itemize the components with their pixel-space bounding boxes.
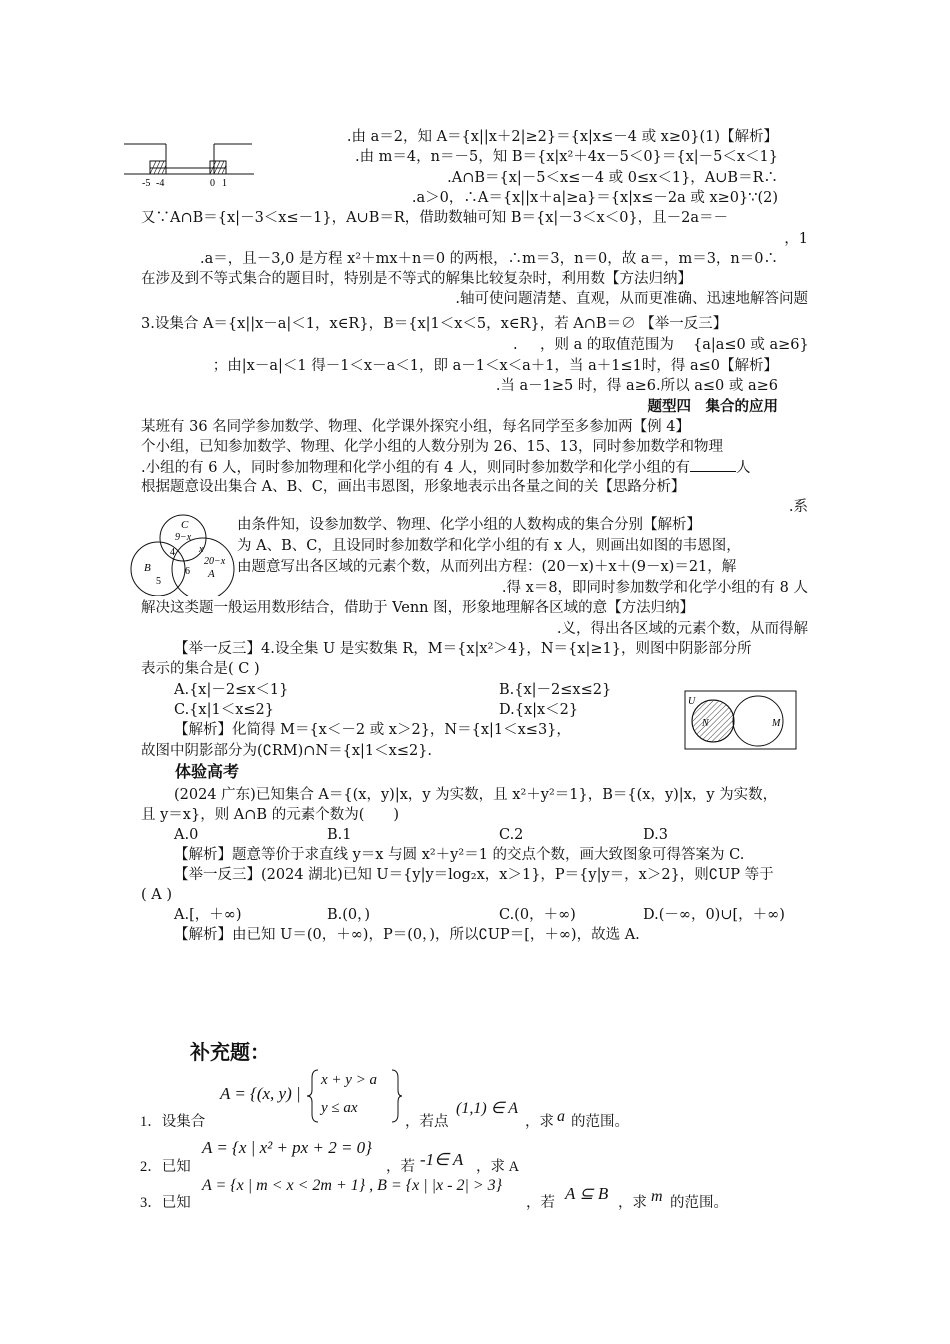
tick-label: -4 <box>156 178 165 189</box>
s4-line2: 表示的集合是( C ) <box>141 661 260 677</box>
s1-line1: .由 a＝2，知 A＝{x||x＋2|≥2}＝{x|x≤－4 或 x≥0}(1)【解析】 <box>346 129 778 145</box>
s3-line2: 个小组，已知参加数学、物理、化学小组的人数分别为 26、15、13，同时参加数学和物理 <box>141 439 723 455</box>
s1-line8: .轴可使问题清楚、直观，从而更准确、迅速地解答问题 <box>455 291 808 307</box>
venn-value-ab: 6 <box>185 566 190 577</box>
s2-line1: 3.设集合 A＝{x||x－a|＜1，x∈R}，B＝{x|1＜x＜5，x∈R}，若 A∩B＝∅ 【举一反三】 <box>141 316 728 332</box>
s2-line3: ；由|x－a|＜1 得－1＜x－a＜1，即 a－1＜x＜a＋1，当 a＋1≤1时，得 a≤0【解析】 <box>212 358 778 374</box>
s2-line2: ，则 a 的取值范围为 <box>540 337 674 353</box>
option-d: D.{x|x＜2} <box>499 702 579 718</box>
section-title: 题型四 集合的应用 <box>647 398 778 415</box>
option-d: D.3 <box>643 827 668 843</box>
tick-label: 0 <box>210 178 215 189</box>
s3-line4: 根据题意设出集合 A、B、C，画出韦恩图，形象地表示出各量之间的关【思路分析】 <box>141 479 686 495</box>
s1-line5: 又∵A∩B＝{x|－3＜x≤－1}，A∪B＝R，借助数轴可知 B＝{x|－3＜x＜0}，且－2a＝－ <box>141 210 729 226</box>
venn-label-b: B <box>144 562 151 574</box>
s3-line8: 由题意写出各区域的元素个数，从而列出方程：(20－x)＋x＋(9－x)＝21，解 <box>237 559 737 575</box>
p1-tail: 的范围。 <box>571 1114 629 1130</box>
s1-line7: 在涉及到不等式集合的题目时，特别是不等式的解集比较复杂时，利用数【方法归纳】 <box>141 271 692 287</box>
option-a: A.0 <box>174 827 199 843</box>
p1-cond2: y ≤ ax <box>321 1100 358 1116</box>
venn-value-a: 20−x <box>204 556 226 567</box>
p1-var-a: a <box>557 1108 565 1125</box>
p3-var-m: m <box>651 1188 663 1205</box>
p3-set: A = {x | m < x < 2m + 1} , B = {x | |x - 2| > 3} <box>202 1177 503 1194</box>
venn-label-u: U <box>688 696 696 707</box>
s5-answer2: 【解析】由已知 U＝(0，＋∞)，P＝(0，)，所以∁UP＝[，＋∞)，故选 A. <box>174 927 640 943</box>
venn-label-n: N <box>702 718 709 729</box>
venn-label-c: C <box>181 519 189 531</box>
s3-line10: 解决这类题一般运用数形结合，借助于 Venn 图，形象地理解各区域的意【方法归纳】 <box>141 600 695 616</box>
venn-label-a: A <box>208 568 215 580</box>
option-a: A.[，＋∞) <box>174 907 242 923</box>
venn-value-ac: x <box>199 544 204 555</box>
p3-mid: ，若 <box>526 1195 555 1211</box>
s1-line2: .由 m＝4，n＝－5，知 B＝{x|x²＋4x－5＜0}＝{x|－5＜x＜1} <box>354 149 778 165</box>
tick-label: -5 <box>142 178 151 189</box>
s4-line1: 【举一反三】4.设全集 U 是实数集 R，M＝{x|x²＞4}，N＝{x|≥1}，则图中阴影部分所 <box>174 641 752 657</box>
number-line-figure <box>120 128 260 192</box>
p2-set: A = {x | x² + px + 2 = 0} <box>202 1138 372 1157</box>
option-b: B.(0，) <box>327 907 371 923</box>
s3-line11: .义，得出各区域的元素个数，从而得解 <box>556 621 808 637</box>
p3-tail: 的范围。 <box>670 1195 728 1211</box>
s5-q1: (2024 广东)已知集合 A＝{(x，y)|x，y 为实数，且 x²＋y²＝1}，B＝{(x，y)|x，y 为实数， <box>174 787 778 803</box>
p3-cond: A ⊆ B <box>565 1184 609 1203</box>
s5-q3: 【举一反三】(2024 湖北)已知 U＝{y|y＝log₂x，x＞1}，P＝{y|y＝，x＞2}，则∁UP 等于 <box>174 867 774 883</box>
venn-label-m: M <box>772 718 781 729</box>
option-b: B.{x|－2≤x≤2} <box>499 682 612 698</box>
venn-diagram-mn <box>684 690 798 752</box>
s4-answer2: 故图中阴影部分为(∁RM)∩N＝{x|1＜x≤2}. <box>141 743 433 759</box>
p2-mid: ，若 <box>386 1159 415 1175</box>
s1-line3: .A∩B＝{x|－5＜x≤－4 或 0≤x＜1}，A∪B＝R∴ <box>447 170 778 186</box>
s1-line4: .a＞0，∴A＝{x||x＋a|≥a}＝{x|x≤－2a 或 x≥0}∵(2) <box>411 190 778 206</box>
s1-line6: .a＝，且－3,0 是方程 x²＋mx＋n＝0 的两根，∴m＝3，n＝0，故 a＝，m＝3，n＝0∴ <box>200 251 778 267</box>
answer-blank <box>690 457 736 472</box>
s4-answer1: 【解析】化简得 M＝{x＜－2 或 x＞2}，N＝{x|1＜x≤3}， <box>174 722 571 738</box>
s2-line4: .当 a－1≥5 时，得 a≥6.所以 a≤0 或 a≥6 <box>495 378 778 394</box>
p1-end: ，求 <box>525 1114 554 1130</box>
s1-line6b: ，1 <box>784 231 808 247</box>
p2-cond: -1∈ A <box>420 1150 464 1169</box>
p1-mid: ，若点 <box>405 1114 449 1130</box>
s2-answer: {a|a≤0 或 a≥6} <box>693 337 809 353</box>
option-c: C.2 <box>499 827 524 843</box>
s3-line9: .得 x＝8，即同时参加数学和化学小组的有 8 人 <box>501 580 808 596</box>
p1-point: (1,1) ∈ A <box>456 1100 519 1117</box>
p1-set: A = {(x, y) | <box>220 1084 301 1103</box>
p3-end: ，求 <box>618 1195 647 1211</box>
venn-diagram-abc <box>128 514 240 596</box>
s3-line5: .系 <box>788 499 808 515</box>
venn-value-b: 5 <box>156 576 161 587</box>
option-c: C.{x|1＜x≤2} <box>174 702 274 718</box>
p1-prefix: 1．设集合 <box>140 1114 206 1130</box>
s5-answer: 【解析】题意等价于求直线 y＝x 与圆 x²＋y²＝1 的交点个数，画大致图象可得答案为 C. <box>174 847 745 863</box>
option-a: A.{x|－2≤x＜1} <box>174 682 289 698</box>
option-d: D.(－∞，0)∪[，＋∞) <box>643 907 785 923</box>
s3-line7: 为 A、B、C，且设同时参加数学和化学小组的有 x 人，则画出如图的韦恩图， <box>237 538 741 554</box>
supplement-title: 补充题： <box>190 1040 270 1064</box>
s2-dot: . <box>513 337 518 353</box>
option-c: C.(0，＋∞) <box>499 907 576 923</box>
s3-line6: 由条件知，设参加数学、物理、化学小组的人数构成的集合分别【解析】 <box>237 517 701 533</box>
s5-q2: 且 y＝x}，则 A∩B 的元素个数为( ) <box>141 807 400 823</box>
venn-value-c: 9−x <box>175 532 192 543</box>
p2-end: ，求 A <box>476 1159 520 1175</box>
s3-line3: .小组的有 6 人，同时参加物理和化学小组的有 4 人，则同时参加数学和化学小组的有 人 <box>141 457 751 478</box>
option-b: B.1 <box>327 827 352 843</box>
s3-line1: 某班有 36 名同学参加数学、物理、化学课外探究小组，每名同学至多参加两【例 4】 <box>141 419 691 435</box>
s5-q4: ( A ) <box>141 887 173 903</box>
gaokao-title: 体验高考 <box>175 762 240 781</box>
tick-label: 1 <box>222 178 227 189</box>
p1-cond1: x + y > a <box>321 1072 378 1088</box>
p3-prefix: 3．已知 <box>140 1195 191 1211</box>
venn-value-bc: 4 <box>170 547 175 558</box>
p2-prefix: 2．已知 <box>140 1159 191 1175</box>
